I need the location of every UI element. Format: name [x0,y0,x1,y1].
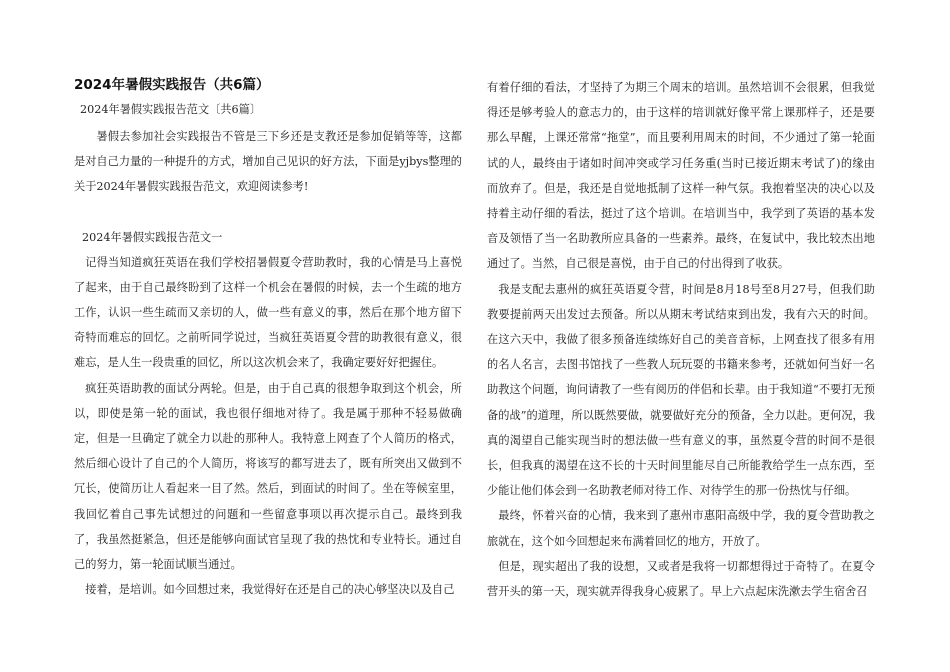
body-paragraph: 疯狂英语助教的面试分两轮。但是，由于自己真的很想争取到这个机会，所以，即使是第一轮的面试，我也很仔细地对待了。我是属于那种不轻易做确定，但是一旦确定了就全力以赴的那种人。我特意上网查了个人简历的格式，然后细心设计了自己的个人简历，将该写的都写进去了，既有所突出又做到不冗长，使简历让人看起来一目了然。然后，到面试的时间了。坐在等候室里，我回忆着自己事先试想过的问题和一些留意事项以再次提示自己。最终到我了，我虽然挺紧急，但还是能够向面试官呈现了我的热忱和专业特长。通过自己的努力，第一轮面试顺当通过。 [74,381,462,572]
section-heading: 2024年暑假实践报告范文一 [82,230,223,244]
body-paragraph: 记得当知道疯狂英语在我们学校招暑假夏令营助教时，我的心情是马上喜悦了起来，由于自己最终盼到了这样一个机会在暑假的时候，去一个生疏的地方工作，认识一些生疏而又亲切的人，做一些有意义的事，然后在那个地方留下奇特而难忘的回忆。之前听同学说过，当疯狂英语夏令营的助教很有意义，很难忘，是人生一段贵重的回忆，所以这次机会来了，我确定要好好把握住。 [74,255,462,370]
left-column [74,72,462,602]
document-subtitle: 2024年暑假实践报告范文〔共6篇〕 [80,103,262,116]
body-paragraph: 有着仔细的看法，才坚持了为期三个周末的培训。虽然培训不会很累，但我觉得还是够考验人的意志力的，由于这样的培训就好像平常上课那样子，还是要那么早醒，上课还常常“拖堂”，而且要利用周末的时间，不少通过了第一轮面试的人，最终由于诸如时间冲突或学习任务重(当时已接近期末考试了)的缘由而放弃了。但是，我还是自觉地抵制了这样一种气氛。我抱着坚决的决心以及持着主动仔细的看法，挺过了这个培训。在培训当中，我学到了英语的基本发音及领悟了当一名助教所应具备的一些素养。最终，在复试中，我比较杰出地通过了。当然，自己很是喜悦，由于自己的付出得到了收获。 [487,81,875,271]
body-paragraph: 接着，是培训。如今回想过来，我觉得好在还是自己的决心够坚决以及自己 [85,583,455,597]
intro-paragraph: 暑假去参加社会实践报告不管是三下乡还是支教还是参加促销等等，这都是对自己力量的一种提升的方式，增加自己见识的好方法，下面是yjbys整理的关于2024年暑假实践报告范文，欢迎阅读参考! [74,130,462,194]
body-paragraph: 最终，怀着兴奋的心情，我来到了惠州市惠阳高级中学，我的夏令营助教之旅就在，这个如今回想起来布满着回忆的地方，开放了。 [487,509,875,548]
body-paragraph: 但是，现实超出了我的设想，又或者是我将一切都想得过于奇特了。在夏令营开头的第一天，现实就弄得我身心疲累了。早上六点起床洗漱去学生宿舍召 [487,559,875,599]
blank-line [74,200,462,225]
body-paragraph: 我是支配去惠州的疯狂英语夏令营，时间是8月18号至8月27号，但我们助教要提前两天出发过去预备。所以从期末考试结束到出发，我有六天的时间。在这六天中，我做了很多预备连续练好自己的美音音标，上网查找了很多有用的名人名言，去图书馆找了一些教人玩玩耍的书籍来参考，还就如何当好一名助教这个问题，询问请教了一些有阅历的伴侣和长辈。由于我知道“不要打无预备的战”的道理，所以既然要做，就要做好充分的预备，全力以赴。更何况，我真的渴望自己能实现当时的想法做一些有意义的事，虽然夏令营的时间不是很长，但我真的渴望在这不长的十天时间里能尽自己所能教给学生一点东西，至少能让他们体会到一名助教老师对待工作、对待学生的那一份热忱与仔细。 [487,282,875,498]
document-title: 2024年暑假实践报告（共6篇） [74,77,270,93]
right-column [487,75,875,604]
